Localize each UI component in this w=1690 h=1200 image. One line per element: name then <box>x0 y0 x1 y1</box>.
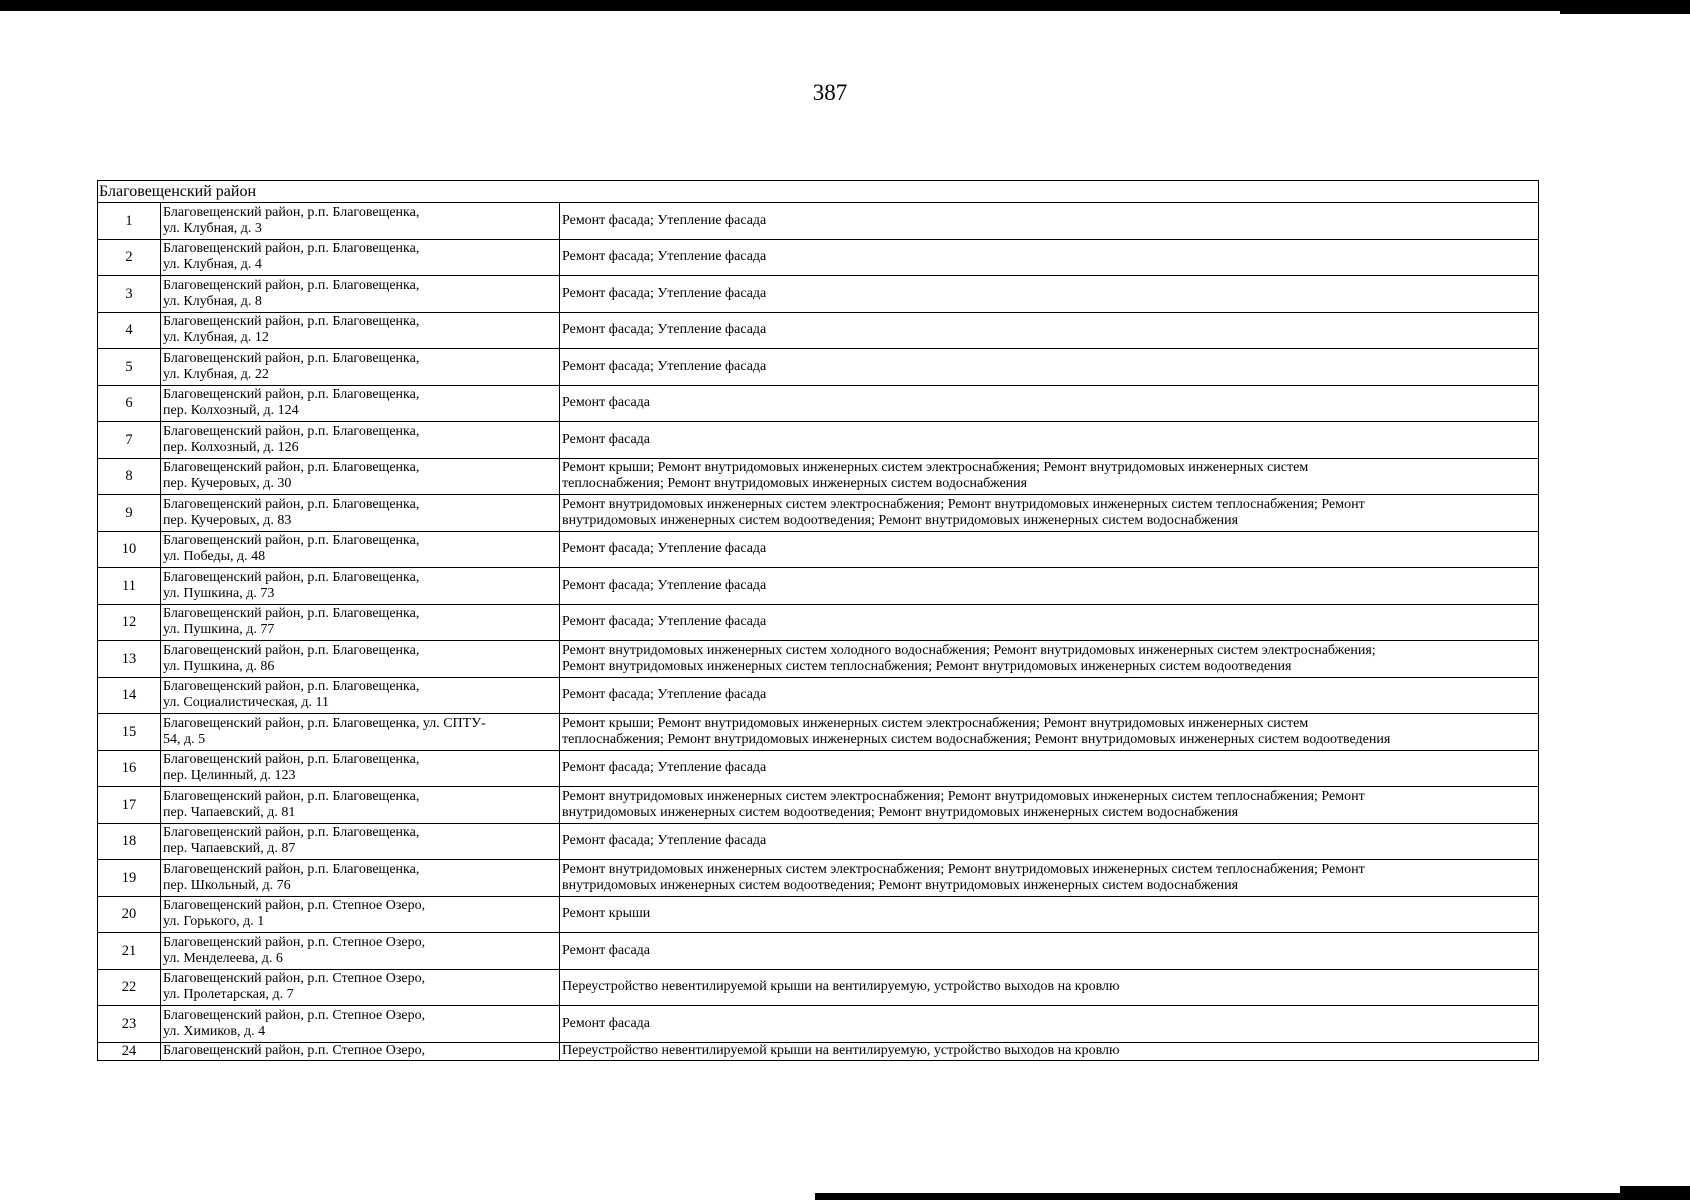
table-row <box>98 714 1539 751</box>
row-number: 16 <box>98 750 161 787</box>
table-row <box>98 203 1539 240</box>
work-type-cell <box>560 276 1539 313</box>
row-number: 12 <box>98 604 161 641</box>
work-type-line: внутридомовых инженерных систем водоотведения; Ремонт внутридомовых инженерных систем водоснабжения <box>562 512 1239 528</box>
row-number: 13 <box>98 641 161 678</box>
table-row <box>98 750 1539 787</box>
work-type-line: Переустройство невентилируемой крыши на вентилируемую, устройство выходов на кровлю <box>562 979 1120 995</box>
work-type-line: Ремонт крыши <box>562 906 651 922</box>
table-row <box>98 860 1539 897</box>
work-type-cell <box>560 531 1539 568</box>
table-row <box>98 823 1539 860</box>
work-type-cell <box>560 604 1539 641</box>
table-row <box>98 276 1539 313</box>
work-type-line: Ремонт внутридомовых инженерных систем теплоснабжения; Ремонт внутридомовых инженерных систем водоотведения <box>562 658 1292 674</box>
page-number: 387 <box>812 80 848 105</box>
table-row <box>98 349 1539 386</box>
address-cell <box>161 312 560 349</box>
work-type-line: Ремонт фасада; Утепление фасада <box>562 541 767 557</box>
address-cell <box>161 385 560 422</box>
address-line: ул. Клубная, д. 3 <box>163 220 262 236</box>
address-line: пер. Чапаевский, д. 81 <box>163 804 296 820</box>
work-type-line: Ремонт фасада; Утепление фасада <box>562 833 767 849</box>
table-row <box>98 422 1539 459</box>
address-line: Благовещенский район, р.п. Благовещенка, <box>163 350 420 366</box>
row-number: 21 <box>98 933 161 970</box>
address-line: пер. Чапаевский, д. 87 <box>163 841 296 857</box>
table-row <box>98 641 1539 678</box>
table-row <box>98 1042 1539 1060</box>
work-type-line: Ремонт внутридомовых инженерных систем холодного водоснабжения; Ремонт внутридомовых инженерных систем электроснабжения; <box>562 642 1376 658</box>
row-number: 17 <box>98 787 161 824</box>
address-cell <box>161 531 560 568</box>
address-line: ул. Пушкина, д. 86 <box>163 658 275 674</box>
address-cell <box>161 1042 560 1060</box>
work-type-line: Ремонт фасада; Утепление фасада <box>562 285 767 301</box>
work-type-cell <box>560 349 1539 386</box>
work-type-line: Ремонт фасада; Утепление фасада <box>562 212 767 228</box>
table-row <box>98 604 1539 641</box>
address-line: пер. Кучеровых, д. 30 <box>163 476 292 492</box>
row-number: 14 <box>98 677 161 714</box>
work-type-line: Ремонт фасада <box>562 431 651 447</box>
address-line: Благовещенский район, р.п. Благовещенка, <box>163 569 420 585</box>
table-row <box>98 568 1539 605</box>
table-row <box>98 239 1539 276</box>
work-type-line: Ремонт фасада; Утепление фасада <box>562 358 767 374</box>
row-number: 2 <box>98 239 161 276</box>
work-type-cell <box>560 823 1539 860</box>
table-row <box>98 495 1539 532</box>
address-line: Благовещенский район, р.п. Благовещенка, <box>163 788 420 804</box>
row-number: 15 <box>98 714 161 751</box>
work-type-line: Ремонт фасада <box>562 395 651 411</box>
work-type-line: Ремонт внутридомовых инженерных систем электроснабжения; Ремонт внутридомовых инженерных систем теплоснабжения; Ремонт <box>562 496 1365 512</box>
address-line: Благовещенский район, р.п. Благовещенка, <box>163 423 420 439</box>
address-cell <box>161 458 560 495</box>
work-type-cell <box>560 568 1539 605</box>
work-type-line: Ремонт фасада; Утепление фасада <box>562 760 767 776</box>
work-type-line: внутридомовых инженерных систем водоотведения; Ремонт внутридомовых инженерных систем водоснабжения <box>562 877 1239 893</box>
address-cell <box>161 604 560 641</box>
table-row <box>98 677 1539 714</box>
work-type-cell <box>560 677 1539 714</box>
work-type-cell <box>560 860 1539 897</box>
work-type-line: Ремонт фасада; Утепление фасада <box>562 614 767 630</box>
table-row <box>98 969 1539 1006</box>
work-type-cell <box>560 641 1539 678</box>
address-line: ул. Победы, д. 48 <box>163 549 266 565</box>
address-cell <box>161 568 560 605</box>
address-cell <box>161 641 560 678</box>
scan-artifact <box>22 1148 40 1162</box>
work-type-cell <box>560 312 1539 349</box>
row-number: 22 <box>98 969 161 1006</box>
address-line: ул. Пушкина, д. 73 <box>163 585 275 601</box>
scan-bottom-border <box>815 1193 1690 1200</box>
work-type-cell <box>560 933 1539 970</box>
row-number: 19 <box>98 860 161 897</box>
work-type-line: Ремонт крыши; Ремонт внутридомовых инженерных систем электроснабжения; Ремонт внутридомовых инженерных систем <box>562 715 1309 731</box>
work-type-cell <box>560 1006 1539 1043</box>
address-line: Благовещенский район, р.п. Благовещенка, ул. СПТУ- <box>163 715 486 731</box>
repair-list-table <box>97 180 1539 1061</box>
group-header-row <box>98 181 1539 203</box>
address-line: пер. Колхозный, д. 126 <box>163 439 299 455</box>
address-cell <box>161 677 560 714</box>
address-line: ул. Менделеева, д. 6 <box>163 950 283 966</box>
address-cell <box>161 787 560 824</box>
address-line: Благовещенский район, р.п. Степное Озеро, <box>163 1043 426 1058</box>
row-number: 9 <box>98 495 161 532</box>
address-line: Благовещенский район, р.п. Благовещенка, <box>163 460 420 476</box>
work-type-cell <box>560 896 1539 933</box>
table-row <box>98 385 1539 422</box>
table-row <box>98 458 1539 495</box>
address-cell <box>161 896 560 933</box>
address-line: пер. Школьный, д. 76 <box>163 877 291 893</box>
address-line: Благовещенский район, р.п. Благовещенка, <box>163 752 420 768</box>
table-row <box>98 312 1539 349</box>
row-number: 6 <box>98 385 161 422</box>
address-line: ул. Пролетарская, д. 7 <box>163 987 294 1003</box>
work-type-line: Ремонт внутридомовых инженерных систем электроснабжения; Ремонт внутридомовых инженерных систем теплоснабжения; Ремонт <box>562 788 1365 804</box>
scan-top-border-corner <box>1560 0 1690 14</box>
address-line: пер. Целинный, д. 123 <box>163 768 296 784</box>
table-row <box>98 933 1539 970</box>
row-number: 24 <box>98 1042 161 1060</box>
scan-bottom-border-corner <box>1620 1186 1690 1200</box>
address-cell <box>161 1006 560 1043</box>
address-cell <box>161 422 560 459</box>
table-row <box>98 531 1539 568</box>
address-line: Благовещенский район, р.п. Благовещенка, <box>163 277 420 293</box>
work-type-cell <box>560 422 1539 459</box>
address-cell <box>161 239 560 276</box>
address-line: Благовещенский район, р.п. Благовещенка, <box>163 642 420 658</box>
work-type-cell <box>560 385 1539 422</box>
address-cell <box>161 823 560 860</box>
address-cell <box>161 933 560 970</box>
row-number: 11 <box>98 568 161 605</box>
address-cell <box>161 203 560 240</box>
work-type-cell <box>560 203 1539 240</box>
row-number: 10 <box>98 531 161 568</box>
row-number: 18 <box>98 823 161 860</box>
row-number: 1 <box>98 203 161 240</box>
row-number: 23 <box>98 1006 161 1043</box>
row-number: 8 <box>98 458 161 495</box>
address-line: ул. Клубная, д. 22 <box>163 366 269 382</box>
table-row <box>98 1006 1539 1043</box>
group-title: Благовещенский район <box>98 181 1539 203</box>
address-line: 54, д. 5 <box>163 731 206 747</box>
work-type-line: Ремонт фасада; Утепление фасада <box>562 249 767 265</box>
address-line: Благовещенский район, р.п. Степное Озеро, <box>163 934 426 950</box>
address-line: Благовещенский район, р.п. Благовещенка, <box>163 825 420 841</box>
work-type-cell <box>560 969 1539 1006</box>
work-type-line: Ремонт фасада <box>562 942 651 958</box>
address-line: Благовещенский район, р.п. Благовещенка, <box>163 679 420 695</box>
row-number: 3 <box>98 276 161 313</box>
address-line: Благовещенский район, р.п. Благовещенка, <box>163 241 420 257</box>
work-type-line: Ремонт фасада <box>562 1015 651 1031</box>
work-type-cell <box>560 495 1539 532</box>
address-cell <box>161 495 560 532</box>
address-line: пер. Колхозный, д. 124 <box>163 403 299 419</box>
address-line: Благовещенский район, р.п. Благовещенка, <box>163 861 420 877</box>
address-line: ул. Клубная, д. 8 <box>163 293 262 309</box>
address-line: Благовещенский район, р.п. Благовещенка, <box>163 606 420 622</box>
address-line: Благовещенский район, р.п. Степное Озеро, <box>163 971 426 987</box>
address-line: ул. Клубная, д. 4 <box>163 257 262 273</box>
work-type-cell <box>560 1042 1539 1060</box>
work-type-cell <box>560 458 1539 495</box>
address-cell <box>161 714 560 751</box>
work-type-line: Переустройство невентилируемой крыши на вентилируемую, устройство выходов на кровлю <box>562 1043 1120 1058</box>
address-line: Благовещенский район, р.п. Благовещенка, <box>163 387 420 403</box>
address-line: ул. Горького, д. 1 <box>163 914 265 930</box>
address-line: пер. Кучеровых, д. 83 <box>163 512 292 528</box>
scan-top-border <box>0 0 1690 11</box>
address-cell <box>161 969 560 1006</box>
work-type-line: Ремонт внутридомовых инженерных систем электроснабжения; Ремонт внутридомовых инженерных систем теплоснабжения; Ремонт <box>562 861 1365 877</box>
work-type-cell <box>560 239 1539 276</box>
work-type-line: Ремонт фасада; Утепление фасада <box>562 687 767 703</box>
address-cell <box>161 349 560 386</box>
row-number: 7 <box>98 422 161 459</box>
work-type-line: внутридомовых инженерных систем водоотведения; Ремонт внутридомовых инженерных систем водоснабжения <box>562 804 1239 820</box>
address-line: Благовещенский район, р.п. Благовещенка, <box>163 314 420 330</box>
address-cell <box>161 750 560 787</box>
address-line: Благовещенский район, р.п. Благовещенка, <box>163 496 420 512</box>
work-type-cell <box>560 750 1539 787</box>
work-type-line: теплоснабжения; Ремонт внутридомовых инженерных систем водоснабжения <box>562 476 1028 492</box>
address-line: ул. Клубная, д. 12 <box>163 330 269 346</box>
work-type-line: Ремонт фасада; Утепление фасада <box>562 577 767 593</box>
table-row <box>98 896 1539 933</box>
address-line: ул. Социалистическая, д. 11 <box>163 695 329 711</box>
address-line: ул. Пушкина, д. 77 <box>163 622 275 638</box>
address-cell <box>161 860 560 897</box>
work-type-line: теплоснабжения; Ремонт внутридомовых инженерных систем водоснабжения; Ремонт внутридомовых инженерных систем водоотведения <box>562 731 1391 747</box>
row-number: 4 <box>98 312 161 349</box>
address-line: Благовещенский район, р.п. Благовещенка, <box>163 533 420 549</box>
address-line: ул. Химиков, д. 4 <box>163 1023 266 1039</box>
work-type-line: Ремонт фасада; Утепление фасада <box>562 322 767 338</box>
address-line: Благовещенский район, р.п. Степное Озеро, <box>163 898 426 914</box>
row-number: 5 <box>98 349 161 386</box>
work-type-cell <box>560 787 1539 824</box>
address-line: Благовещенский район, р.п. Степное Озеро, <box>163 1007 426 1023</box>
address-line: Благовещенский район, р.п. Благовещенка, <box>163 204 420 220</box>
work-type-line: Ремонт крыши; Ремонт внутридомовых инженерных систем электроснабжения; Ремонт внутридомовых инженерных систем <box>562 460 1309 476</box>
row-number: 20 <box>98 896 161 933</box>
address-cell <box>161 276 560 313</box>
table-row <box>98 787 1539 824</box>
work-type-cell <box>560 714 1539 751</box>
